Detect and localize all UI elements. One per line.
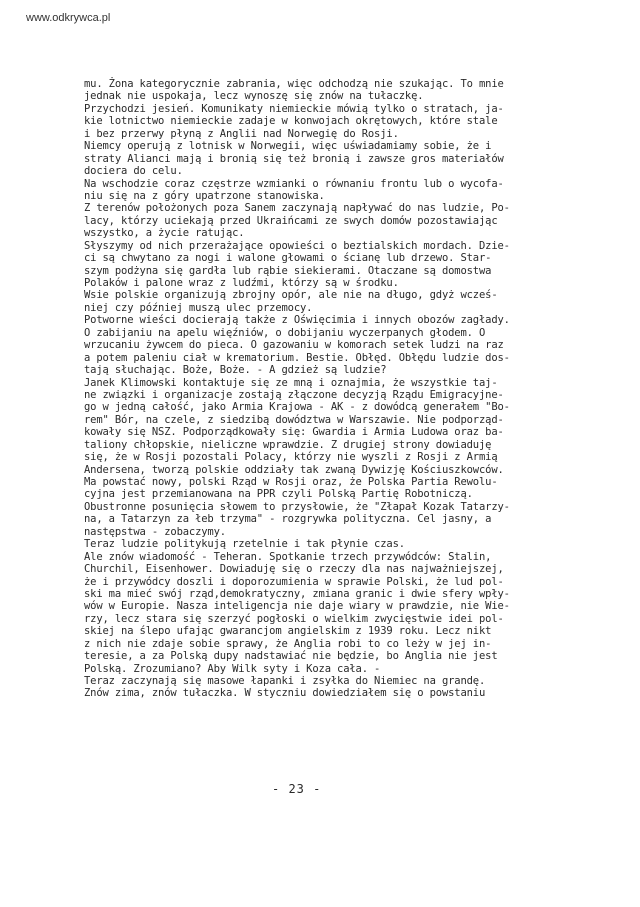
text-line: że i przywódcy doszli i doporozumienia w sprawie Polski, że lud pol- <box>84 575 504 588</box>
text-line: kowały się NSZ. Podporządkowały się: Gwardia i Armia Ludowa oraz ba- <box>84 426 504 439</box>
text-line: a potem paleniu ciał w krematorium. Bestie. Obłęd. Obłędu ludzie dos- <box>84 351 510 364</box>
text-line: O zabijaniu na apelu więźniów, o dobijaniu wyczerpanych głodem. O <box>84 326 486 339</box>
text-line: Na wschodzie coraz częstrze wzmianki o równaniu frontu lub o wycofa- <box>84 177 504 190</box>
text-line: ne związki i organizacje zostają złączone decyzją Rządu Emigracyjne- <box>84 388 504 401</box>
text-line: rzy, lecz stara się szerzyć pogłoski o wielkim zwycięstwie idei pol- <box>84 612 504 625</box>
watermark-url: www.odkrywca.pl <box>26 12 111 24</box>
text-line: Ma powstać nowy, polski Rząd w Rosji oraz, że Polska Partia Rewolu- <box>84 476 498 488</box>
text-line: ci są chwytano za nogi i walone głowami o ścianę lub drzewo. Star- <box>84 252 492 265</box>
text-line: dociera do celu. <box>84 165 183 178</box>
text-line: na, a Tatarzyn za łeb trzyma" - rozgrywka polityczna. Cel jasny, a <box>84 513 492 526</box>
text-line: szym podżyna się gardła lub rąbie siekierami. Otaczane są domostwa <box>84 264 492 277</box>
text-line: lacy, którzy uciekają przed Ukraińcami ze swych domów pozostawiając <box>84 214 498 227</box>
text-line: Przychodzi jesień. Komunikaty niemieckie mówią tylko o stratach, ja- <box>84 102 504 115</box>
text-line: ski ma mieć swój rząd,demokratyczny, zmiana granic i dwie sfery wpły- <box>84 587 510 600</box>
text-line: następstwa - zobaczymy. <box>84 525 226 538</box>
text-line: Niemcy operują z lotnisk w Norwegii, więc uświadamiamy sobie, że i <box>84 140 492 153</box>
text-line: i bez przerwy płyną z Anglii nad Norwegię do Rosji. <box>84 127 399 140</box>
text-line: z nich nie zdaje sobie sprawy, że Anglia robi to co leży w jej in- <box>84 637 492 650</box>
text-line: Słyszymy od nich przerażające opowieści o beztialskich mordach. Dzie- <box>84 239 510 252</box>
text-line: Ale znów wiadomość - Teheran. Spotkanie trzech przywódców: Stalin, <box>84 550 492 563</box>
text-line: Teraz zaczynają się masowe łapanki i zsyłka do Niemiec na grandę. <box>84 675 486 687</box>
text-line: tają słuchając. Boże, Boże. - A gdzież są ludzie? <box>84 364 387 377</box>
text-line: się, że w Rosji pozostali Polacy, którzy nie wyszli z Rosji z Armią <box>84 451 498 464</box>
text-line: Potworne wieści docierają także z Oświęcimia i innych obozów zagłady. <box>84 314 510 327</box>
text-line: teresie, a za Polską dupy nadstawiać nie będzie, bo Anglia nie jest <box>84 650 498 663</box>
text-line: wów w Europie. Nasza inteligencja nie daje wiary w prawdzie, nie Wie- <box>84 600 510 613</box>
text-line: kie lotnictwo niemieckie zadaje w konwojach okrętowych, które stale <box>84 115 498 128</box>
text-line: Z terenów położonych poza Sanem zaczynają napływać do nas ludzie, Po- <box>84 202 510 215</box>
text-line: go w jedną całość, jako Armia Krajowa - AK - z dowódcą generałem "Bo- <box>84 401 510 414</box>
typewritten-page-body <box>84 78 604 700</box>
text-line: Janek Klimowski kontaktuje się ze mną i oznajmia, że wszystkie taj- <box>84 376 498 389</box>
text-line: niu się na z góry upatrzone stanowiska. <box>84 189 325 202</box>
text-line: Teraz ludzie politykują rzetelnie i tak płynie czas. <box>84 538 405 551</box>
text-line: rem" Bór, na czele, z siedzibą dowództwa w Warszawie. Nie podporząd- <box>84 413 504 426</box>
text-line: mu. Żona kategorycznie zabrania, więc odchodzą nie szukając. To mnie <box>84 78 504 90</box>
text-line: Polaków i palone wraz z ludźmi, którzy są w środku. <box>84 277 399 289</box>
text-line: Polską. Zrozumiano? Aby Wilk syty i Koza cała. - <box>84 662 381 675</box>
text-line: Wsie polskie organizują zbrojny opór, ale nie na długo, gdyż wcześ- <box>84 289 498 302</box>
text-line: straty Alianci mają i bronią się też bronią i zawsze gros materiałów <box>84 152 504 165</box>
text-line: taliony chłopskie, nieliczne wprawdzie. Z drugiej strony dowiaduję <box>84 438 492 451</box>
text-line: skiej na ślepo ufając gwarancjom angielskim z 1939 roku. Lecz nikt <box>84 625 492 638</box>
text-line: Andersena, tworzą polskie oddziały tak zwaną Dywizję Kościuszkowców. <box>84 463 504 476</box>
text-line: cyjna jest przemianowana na PPR czyli Polską Partię Robotniczą. <box>84 488 473 501</box>
text-line: wrzucaniu żywcem do pieca. O gazowaniu w komorach setek ludzi na raz <box>84 339 504 352</box>
text-line: Churchil, Eisenhower. Dowiaduję się o rzeczy dla nas najważniejszej, <box>84 563 504 576</box>
text-line: niej czy później muszą ulec przemocy. <box>84 301 313 314</box>
text-line: jednak nie uspokaja, lecz wynoszę się znów na tułaczkę. <box>84 90 424 103</box>
text-line: Obustronne posunięcia słowem to przysłowie, że "Złapał Kozak Tatarzy- <box>84 500 510 513</box>
page-number: - 23 - <box>272 782 322 796</box>
text-line: wszystko, a życie ratując. <box>84 227 245 240</box>
text-line: Znów zima, znów tułaczka. W styczniu dowiedziałem się o powstaniu <box>84 687 486 700</box>
